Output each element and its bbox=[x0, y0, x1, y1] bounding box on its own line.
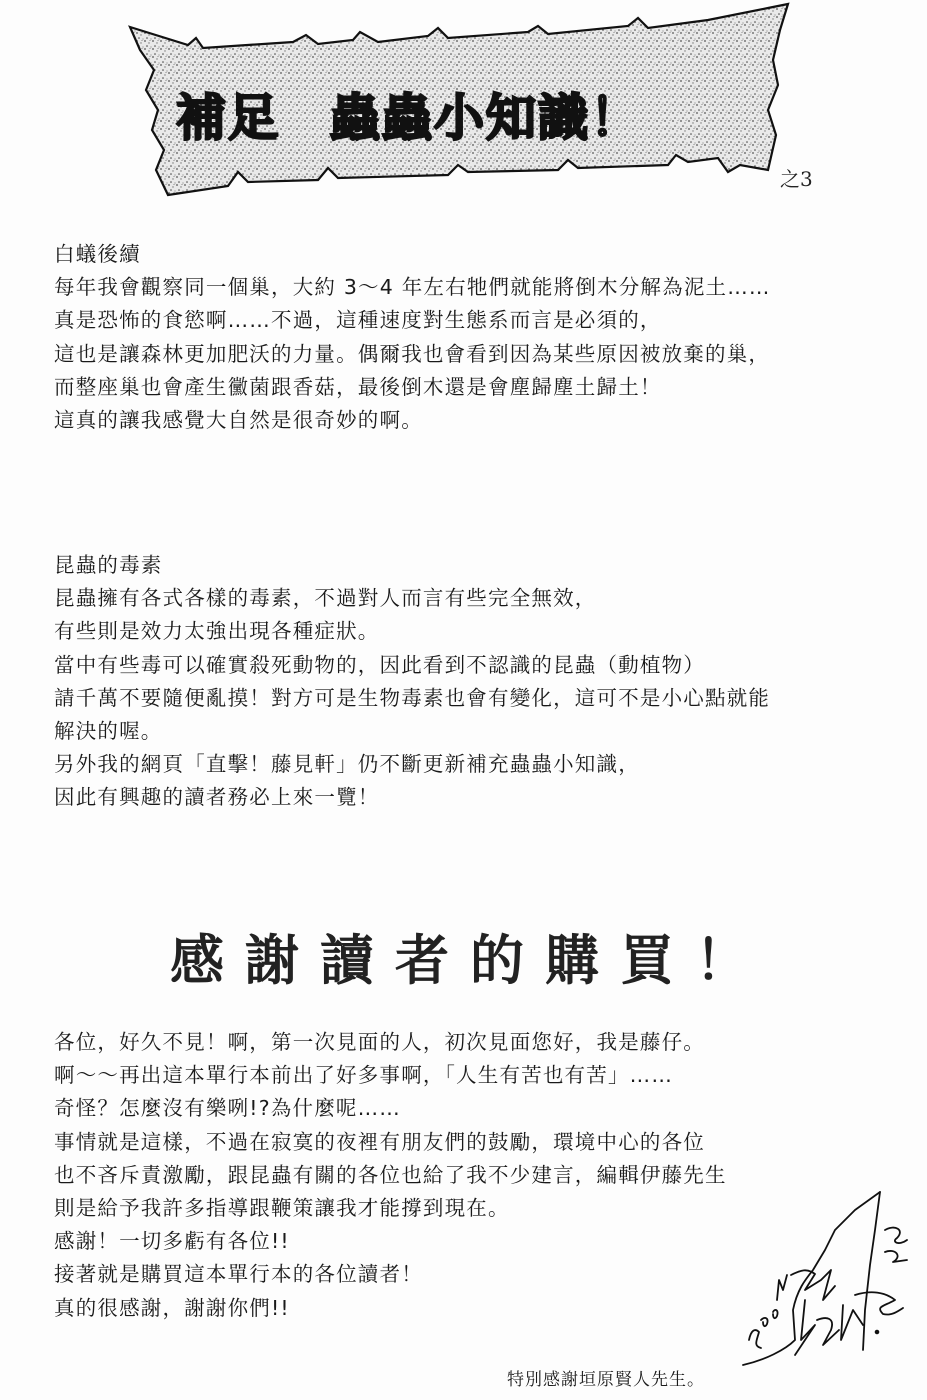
banner-title-part2: 蟲蟲小知識！ bbox=[330, 89, 642, 147]
paragraph-line: 各位，好久不見！啊，第一次見面的人，初次見面您好，我是藤仔。 bbox=[54, 1030, 705, 1054]
special-thanks-note: 特別感謝垣原賢人先生。 bbox=[507, 1370, 705, 1390]
paragraph-line: 這也是讓森林更加肥沃的力量。偶爾我也會看到因為某些原因被放棄的巢， bbox=[54, 341, 771, 366]
paragraph-line: 昆蟲擁有各式各樣的毒素，不過對人而言有些完全無效， bbox=[54, 586, 597, 611]
paragraph-line: 也不吝斥責激勵，跟昆蟲有關的各位也給了我不少建言，編輯伊藤先生 bbox=[54, 1162, 727, 1187]
thanks-section bbox=[54, 1026, 727, 1325]
paragraph-line: 因此有興趣的讀者務必上來一覽！ bbox=[54, 785, 380, 810]
paragraph-line: 請千萬不要隨便亂摸！對方可是生物毒素也會有變化，這可不是小心點就能 bbox=[54, 685, 771, 710]
banner-title-part1: 補足 bbox=[176, 89, 280, 147]
paragraph-line: 事情就是這樣，不過在寂寞的夜裡有朋友們的鼓勵，環境中心的各位 bbox=[54, 1129, 705, 1154]
section-heading: 昆蟲的毒素 bbox=[54, 553, 163, 577]
paragraph-line: 感謝！一切多虧有各位!! bbox=[54, 1229, 290, 1254]
section-heading: 白蟻後續 bbox=[54, 242, 141, 266]
paragraph-line: 另外我的網頁「直擊！藤見軒」仍不斷更新補充蟲蟲小知識， bbox=[54, 752, 640, 777]
thanks-heading: 感謝讀者的購買！ bbox=[170, 929, 770, 992]
paragraph-line: 有些則是效力太強出現各種症狀。 bbox=[54, 619, 380, 644]
paragraph-line: 真是恐怖的食慾啊……不過，這種速度對生態系而言是必須的， bbox=[54, 308, 662, 333]
paragraph-line: 真的很感謝，謝謝你們!! bbox=[54, 1295, 290, 1320]
author-signature bbox=[735, 1190, 925, 1380]
banner-title bbox=[176, 78, 642, 150]
paragraph-line: 則是給予我許多指導跟鞭策讓我才能撐到現在。 bbox=[54, 1195, 510, 1220]
paragraph-line: 這真的讓我感覺大自然是很奇妙的啊。 bbox=[54, 407, 423, 432]
paragraph-line: 當中有些毒可以確實殺死動物的，因此看到不認識的昆蟲（動植物） bbox=[54, 652, 705, 677]
paragraph-line: 奇怪？怎麼沒有樂咧!?為什麼呢…… bbox=[54, 1096, 401, 1121]
page-marker: 之3 bbox=[780, 167, 813, 191]
termites-section bbox=[54, 238, 771, 437]
header-banner bbox=[128, 0, 828, 200]
paragraph-line: 每年我會觀察同一個巢，大約 3～4 年左右牠們就能將倒木分解為泥土…… bbox=[54, 275, 771, 300]
paragraph-line: 解決的喔。 bbox=[54, 718, 163, 743]
insect-toxins-section bbox=[54, 549, 770, 815]
paragraph-line: 而整座巢也會產生黴菌跟香菇，最後倒木還是會塵歸塵土歸土！ bbox=[54, 374, 662, 399]
paragraph-line: 接著就是購買這本單行本的各位讀者！ bbox=[54, 1262, 423, 1287]
paragraph-line: 啊～～再出這本單行本前出了好多事啊，「人生有苦也有苦」…… bbox=[54, 1063, 674, 1088]
